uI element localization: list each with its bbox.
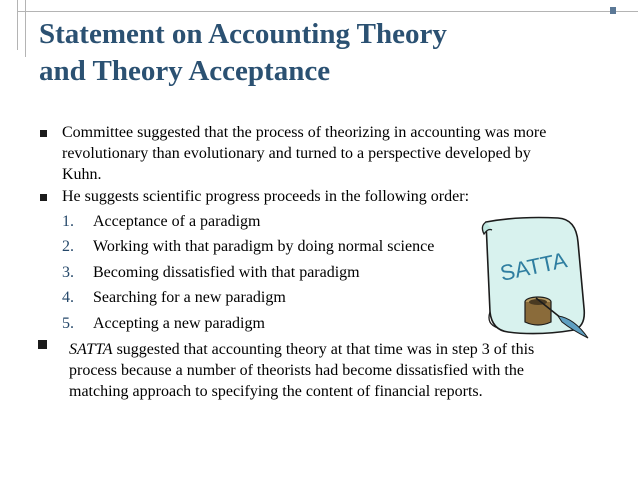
bullet-1-line-3: Kuhn. (62, 166, 102, 183)
bullet-1-line-2: revolutionary than evolutionary and turned to a perspective developed by (62, 145, 531, 162)
final-bullet-line-1-rest: suggested that accounting theory at that time was in step 3 of this (112, 341, 535, 358)
step-4-text: Searching for a new paradigm (93, 289, 286, 306)
final-bullet-line-2: process because a number of theorists had become dissatisfied with the (69, 362, 524, 379)
step-2-text: Working with that paradigm by doing normal science (93, 238, 435, 255)
step-4-number: 4. (62, 289, 74, 306)
bullet-2-text: He suggests scientific progress proceeds in the following order: (62, 188, 470, 205)
slide-title (39, 16, 579, 90)
final-bullet-line-3: matching approach to specifying the content of financial reports. (69, 383, 483, 400)
scroll-label: SATTA (497, 247, 570, 286)
left-rule-outer (17, 0, 18, 50)
step-5-text: Accepting a new paradigm (93, 315, 265, 332)
title-line-2: and Theory Acceptance (39, 55, 331, 87)
step-2-number: 2. (62, 238, 74, 255)
step-3-number: 3. (62, 264, 74, 281)
step-3-text: Becoming dissatisfied with that paradigm (93, 264, 360, 281)
step-1-text: Acceptance of a paradigm (93, 213, 261, 230)
bullet-marker (40, 194, 47, 201)
top-rule (17, 11, 638, 12)
bullet-marker (38, 340, 47, 349)
bullet-marker (40, 130, 47, 137)
corner-marker (610, 7, 616, 14)
left-rule-inner (25, 0, 26, 57)
title-line-1: Statement on Accounting Theory (39, 18, 447, 50)
step-1-number: 1. (62, 213, 74, 230)
step-5-number: 5. (62, 315, 74, 332)
bullet-1-line-1: Committee suggested that the process of theorizing in accounting was more (62, 124, 547, 141)
scroll-illustration-icon (478, 212, 590, 344)
satta-emphasis: SATTA (69, 341, 113, 358)
